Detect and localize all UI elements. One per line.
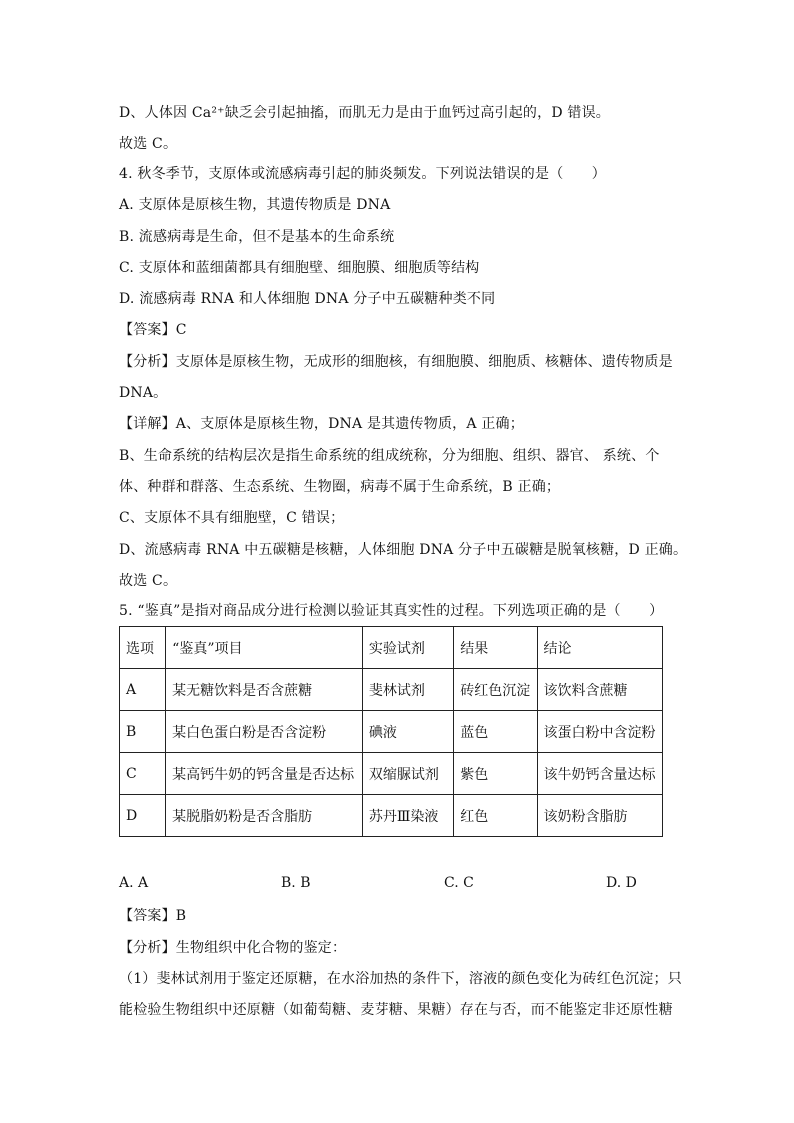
table-header-cell: 结论 <box>537 627 663 669</box>
table-cell: 紫色 <box>454 753 537 795</box>
table-cell: 该蛋白粉中含淀粉 <box>537 711 663 753</box>
question-4-option-c: C. 支原体和蓝细菌都具有细胞壁、细胞膜、细胞质等结构 <box>119 260 480 276</box>
detail-text: B、生命系统的结构层次是指生命系统的组成统称，分为细胞、组织、器官、 系统、个 <box>119 448 660 464</box>
table-cell: 某高钙牛奶的钙含量是否达标 <box>166 753 363 795</box>
option-c: C. C <box>444 875 474 891</box>
table-header-cell: 结果 <box>454 627 537 669</box>
table-cell: 苏丹Ⅲ染液 <box>362 795 453 837</box>
analysis-text: （1）斐林试剂用于鉴定还原糖，在水浴加热的条件下，溶液的颜色变化为砖红色沉淀；只 <box>119 971 682 987</box>
question-4-option-d: D. 流感病毒 RNA 和人体细胞 DNA 分子中五碳糖种类不同 <box>119 291 496 307</box>
analysis-text-cont: DNA。 <box>119 385 168 401</box>
option-d: D. D <box>606 875 637 891</box>
detail-text: C、支原体不具有细胞壁，C 错误； <box>119 510 345 526</box>
table-cell: D <box>120 795 166 837</box>
question-5-table <box>119 626 663 837</box>
question-5-stem: 5. “鉴真”是指对商品成分进行检测以验证其真实性的过程。下列选项正确的是（ ） <box>119 603 664 619</box>
table-cell: 红色 <box>454 795 537 837</box>
table-cell: A <box>120 669 166 711</box>
table-header-cell: 选项 <box>120 627 166 669</box>
table-row <box>120 711 663 753</box>
question-5-options <box>119 875 639 895</box>
analysis-text: 【分析】支原体是原核生物，无成形的细胞核，有细胞膜、细胞质、核糖体、遗传物质是 <box>119 354 673 370</box>
detail-text: D、流感病毒 RNA 中五碳糖是核糖，人体细胞 DNA 分子中五碳糖是脱氧核糖，D 正确。 <box>119 542 688 558</box>
detail-text: 体、种群和群落、生态系统、生物圈，病毒不属于生命系统，B 正确； <box>119 479 561 495</box>
table-row <box>120 795 663 837</box>
detail-text: 【详解】A、支原体是原核生物，DNA 是其遗传物质，A 正确； <box>119 416 524 432</box>
analysis-heading: 【分析】生物组织中化合物的鉴定： <box>119 940 347 956</box>
table-row <box>120 753 663 795</box>
text-line: 故选 C。 <box>119 573 178 589</box>
table-cell: C <box>120 753 166 795</box>
table-cell: 双缩脲试剂 <box>362 753 453 795</box>
text-line: D、人体因 Ca²⁺缺乏会引起抽搐，而肌无力是由于血钙过高引起的，D 错误。 <box>119 105 611 121</box>
answer-label: 【答案】B <box>119 908 187 924</box>
table-cell: 碘液 <box>362 711 453 753</box>
table-cell: 该牛奶钙含量达标 <box>537 753 663 795</box>
table-header-row <box>120 627 663 669</box>
table-cell: 砖红色沉淀 <box>454 669 537 711</box>
table-cell: 某脱脂奶粉是否含脂肪 <box>166 795 363 837</box>
question-4-option-a: A. 支原体是原核生物，其遗传物质是 DNA <box>119 197 391 213</box>
question-4-stem: 4. 秋冬季节，支原体或流感病毒引起的肺炎频发。下列说法错误的是（ ） <box>119 166 607 182</box>
option-a: A. A <box>119 875 149 891</box>
option-b: B. B <box>281 875 311 891</box>
table-cell: 该饮料含蔗糖 <box>537 669 663 711</box>
table-header-cell: “鉴真”项目 <box>166 627 363 669</box>
table-cell: 某无糖饮料是否含蔗糖 <box>166 669 363 711</box>
table-cell: 该奶粉含脂肪 <box>537 795 663 837</box>
table-cell: B <box>120 711 166 753</box>
table-cell: 斐林试剂 <box>362 669 453 711</box>
answer-label: 【答案】C <box>119 322 187 338</box>
text-line: 故选 C。 <box>119 136 178 152</box>
table-cell: 某白色蛋白粉是否含淀粉 <box>166 711 363 753</box>
analysis-text-cont: 能检验生物组织中还原糖（如葡萄糖、麦芽糖、果糖）存在与否，而不能鉴定非还原性糖 <box>119 1002 673 1018</box>
table-row <box>120 669 663 711</box>
table-cell: 蓝色 <box>454 711 537 753</box>
question-4-option-b: B. 流感病毒是生命，但不是基本的生命系统 <box>119 229 395 245</box>
table-header-cell: 实验试剂 <box>362 627 453 669</box>
